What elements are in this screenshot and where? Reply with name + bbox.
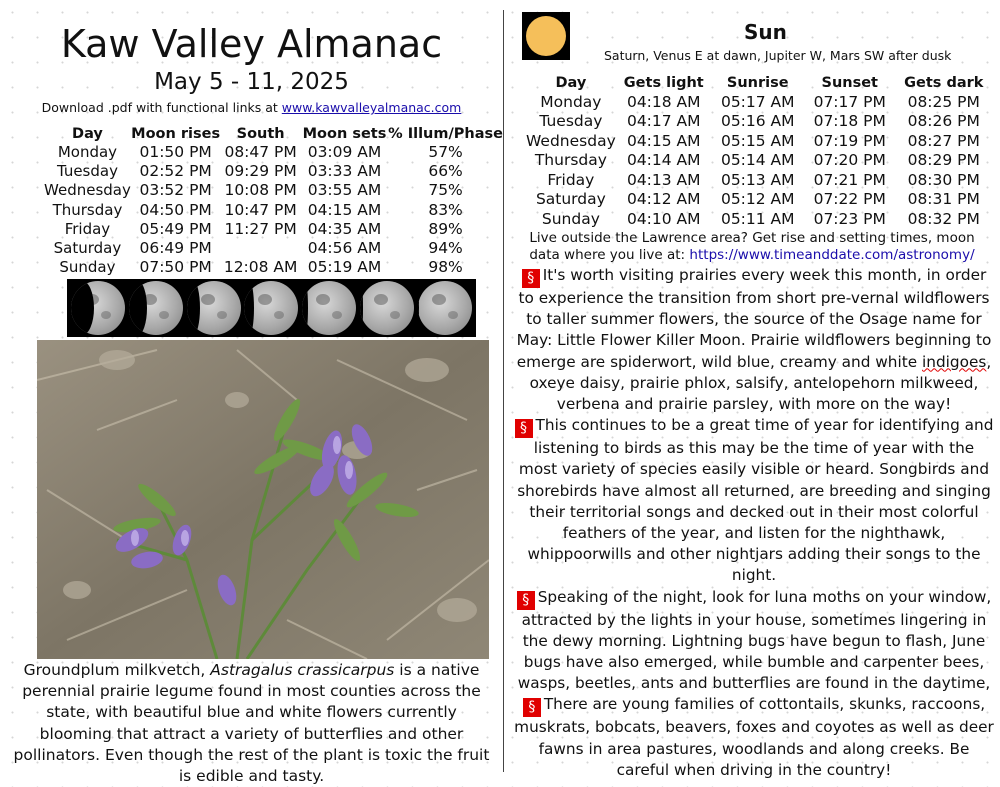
gets-light-cell: 04:17 AM [626,112,701,131]
moon-phase-strip [67,279,476,337]
download-text: Download .pdf with functional links at [41,100,278,115]
sunset-cell: 07:21 PM [813,170,886,189]
timeanddate-link[interactable]: https://www.timeanddate.com/astronomy/ [689,247,975,263]
day-cell: Sunday [541,209,600,228]
sunrise-cell: 05:15 AM [720,131,795,150]
day-cell: Wednesday [526,131,616,150]
sunset-cell: 07:20 PM [813,151,886,170]
moon-phase-image [244,281,298,335]
table-row [526,170,992,190]
day-cell: Wednesday [44,181,131,200]
note-birds: This continues to be a great time of year for identifying and listening to birds as this may be the time of year with the most variety of species easily visible or heard. Songbirds and shorebirds have almost all returned, are breeding and singing their territorial songs and decked out in their most colorful feathers of the year, and listen for the nighthawk, whippoorwills and other nightjars adding their songs to the night. [517,416,994,585]
table-row [44,142,503,161]
spellcheck-word: indigoes [922,352,987,371]
moon-illum-cell: 57% [428,142,463,161]
gets-dark-cell: 08:26 PM [907,112,980,131]
note-prairies-start: It's worth visiting prairies every week this month, in order to experience the transition from short pre-vernal wildflowers to taller summer flowers, the source of the Osage name for May: Little Flower Killer Moon. Prairie wildflowers beginning to emerge are spiderwort, wild blue, creamy and white [516,266,992,371]
location-note-line2 [504,247,1000,264]
day-cell: Thursday [534,151,607,170]
moon-south-cell: 12:08 AM [223,258,298,277]
moon-set-cell: 03:09 AM [307,142,382,161]
moon-header-day: Day [72,126,103,142]
day-cell: Thursday [52,200,123,219]
sun-disc [526,16,566,56]
sun-header-sunrise: Sunrise [726,75,789,91]
moon-south-cell [220,238,301,257]
moon-rise-cell: 06:49 PM [139,239,212,258]
table-row [44,238,503,257]
note-wildlife: There are young families of cottontails, skunks, raccoons, muskrats, bobcats, beavers, foxes and coyotes as well as deer fawns in area pastures, woodlands and along creeks. Be careful when driving in the country! [514,695,994,779]
moon-rise-cell: 05:49 PM [139,219,212,238]
sun-header-gets-dark: Gets dark [904,75,984,91]
note-night: Speaking of the night, look for luna moths on your window, attracted by the lights in your house, sometimes lingering in the dewy morning. Lightning bugs have begun to flash, June bugs have also emerged, while bumble and carpenter bees, wasps, beetles, ants and butterflies are found in the daytime, [517,587,992,693]
moon-rise-cell: 02:52 PM [139,161,212,180]
sunset-cell: 07:23 PM [813,209,886,228]
table-row [526,131,992,151]
moon-table-header [44,122,503,142]
weekly-notes [514,265,994,781]
day-cell: Tuesday [56,161,118,180]
moon-illum-cell: 94% [428,239,463,258]
moon-rise-cell: 03:52 PM [139,181,212,200]
gets-light-cell: 04:10 AM [626,209,701,228]
moon-phase-image [129,281,183,335]
sunrise-cell: 05:16 AM [720,112,795,131]
location-note-prefix: data where you live at: [529,247,686,263]
sunset-cell: 07:17 PM [813,92,886,111]
moon-south-cell: 08:47 PM [224,142,297,161]
day-cell: Monday [57,142,118,161]
gets-dark-cell: 08:29 PM [907,151,980,170]
table-row [526,92,992,112]
moon-south-cell: 10:47 PM [224,200,297,219]
location-note [504,230,1000,264]
moon-phase-image [418,281,472,335]
sunset-cell: 07:19 PM [813,131,886,150]
caption-text-end: is a native perennial prairie legume found in most counties across the state, with beautiful blue and white flowers currently blooming that attract a variety of butterflies and other pollinators. Even though the rest of the plant is toxic the fruit is edible and tasty. [13,661,490,786]
table-row [44,161,503,180]
moon-table [44,122,503,277]
gets-light-cell: 04:15 AM [626,131,701,150]
table-row [44,181,503,200]
day-cell: Friday [547,170,595,189]
moon-set-cell: 05:19 AM [307,258,382,277]
moon-illum-cell: 89% [428,219,463,238]
day-cell: Tuesday [539,112,603,131]
day-cell: Saturday [535,190,606,209]
sunrise-cell: 05:11 AM [720,209,795,228]
moon-south-cell: 11:27 PM [224,219,297,238]
moon-set-cell: 04:15 AM [307,200,382,219]
sunrise-cell: 05:13 AM [720,170,795,189]
photo-caption [10,660,493,787]
moon-phase-image [360,281,414,335]
moon-rise-cell: 04:50 PM [139,200,212,219]
gets-dark-cell: 08:32 PM [907,209,980,228]
table-row [44,200,503,219]
gets-light-cell: 04:12 AM [626,190,701,209]
sunrise-cell: 05:17 AM [720,92,795,111]
section-marker: § [523,698,541,717]
sun-icon [522,12,570,60]
planets-line: Saturn, Venus E at dawn, Jupiter W, Mars SW after dusk [604,48,952,63]
sunrise-cell: 05:14 AM [720,151,795,170]
table-row [44,258,503,277]
day-cell: Saturday [53,239,122,258]
moon-set-cell: 03:55 AM [307,181,382,200]
gets-dark-cell: 08:27 PM [907,131,980,150]
moon-set-cell: 03:33 AM [307,161,382,180]
moon-phase-image [302,281,356,335]
table-row [526,190,992,210]
moon-illum-cell: 66% [428,161,463,180]
page-title: Kaw Valley Almanac [60,22,443,66]
section-marker: § [515,419,533,438]
moon-phase-image [187,281,241,335]
sun-table [526,74,992,229]
moon-rise-cell: 07:50 PM [139,258,212,277]
day-cell: Monday [540,92,602,111]
moon-illum-cell: 83% [428,200,463,219]
note-prairies-end: , oxeye daisy, prairie phlox, salsify, antelopehorn milkweed, verbena and prairie parsley, with more on the way! [529,352,992,414]
moon-header-rises: Moon rises [131,126,221,142]
sun-title: Sun [744,20,787,44]
section-marker: § [522,269,540,288]
sunrise-cell: 05:12 AM [720,190,795,209]
gets-light-cell: 04:18 AM [626,92,701,111]
gets-light-cell: 04:13 AM [626,170,701,189]
plant-illustration [37,340,489,659]
day-cell: Sunday [59,258,116,277]
right-column [504,0,1000,778]
day-cell: Friday [64,219,111,238]
sun-header-day: Day [555,75,587,91]
moon-set-cell: 04:56 AM [307,239,382,258]
section-marker: § [517,591,535,610]
moon-header-south: South [236,126,285,142]
moon-illum-cell: 75% [428,181,463,200]
moon-south-cell: 10:08 PM [224,181,297,200]
moon-header-illum: % Illum/Phase [388,126,503,142]
sun-header-gets-light: Gets light [623,75,704,91]
gets-light-cell: 04:14 AM [626,151,701,170]
gets-dark-cell: 08:31 PM [907,190,980,209]
gets-dark-cell: 08:30 PM [907,170,980,189]
download-link[interactable]: www.kawvalleyalmanac.com [281,100,462,115]
caption-text-start: Groundplum milkvetch, [23,661,211,679]
location-note-line1: Live outside the Lawrence area? Get rise and setting times, moon [529,230,975,246]
sun-header-sunset: Sunset [821,75,878,91]
date-range: May 5 - 11, 2025 [154,69,349,95]
moon-south-cell: 09:29 PM [224,161,297,180]
milkvetch-photo [37,340,489,659]
sun-table-header [526,74,992,92]
moon-illum-cell: 98% [428,258,463,277]
sunset-cell: 07:22 PM [813,190,886,209]
moon-header-sets: Moon sets [302,126,387,142]
species-name: Astragalus crassicarpus [210,661,395,679]
gets-dark-cell: 08:25 PM [907,92,980,111]
table-row [44,219,503,238]
sunset-cell: 07:18 PM [813,112,886,131]
table-row [526,209,992,229]
moon-set-cell: 04:35 AM [307,219,382,238]
moon-phase-image [71,281,125,335]
moon-rise-cell: 01:50 PM [139,142,212,161]
table-row [526,151,992,171]
download-line [0,100,503,116]
table-row [526,112,992,132]
